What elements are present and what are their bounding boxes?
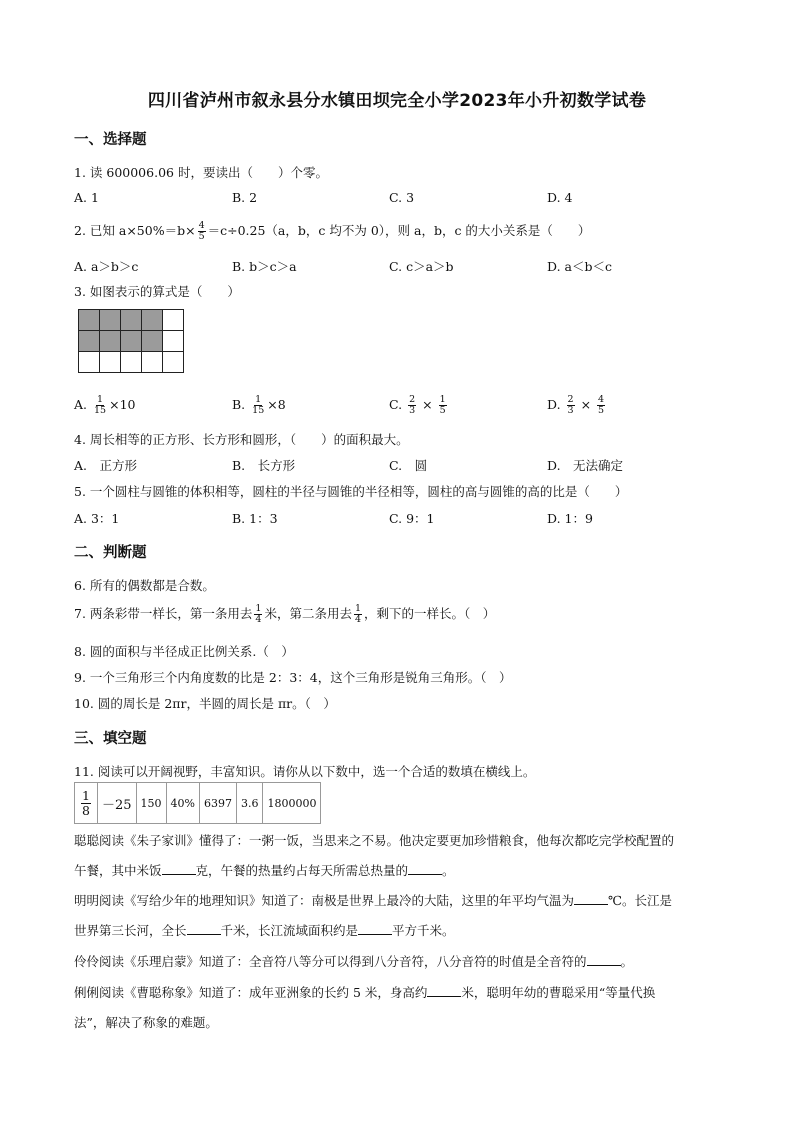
- number-cell: 1800000: [263, 783, 321, 824]
- line-text: 千米，长江流域面积约是: [220, 923, 359, 938]
- question-2: [74, 221, 590, 242]
- question-4: 4. 周长相等的正方形、长方形和圆形，（ ）的面积最大。: [74, 432, 409, 447]
- grid-cell-shaded: [142, 310, 163, 331]
- question-5: 5. 一个圆柱与圆锥的体积相等，圆柱的半径与圆锥的半径相等，圆柱的高与圆锥的高的比是（ ）: [74, 484, 628, 499]
- option-text: ×10: [109, 396, 136, 412]
- grid-cell-shaded: [121, 310, 142, 331]
- grid-cell-shaded: [142, 331, 163, 352]
- times-operator: ×: [580, 396, 592, 412]
- question-7: [74, 604, 495, 625]
- q3-d-fraction-1: [567, 395, 575, 416]
- q3-option-d: [547, 395, 607, 416]
- q3-option-c: [389, 395, 449, 416]
- grid-cell: [163, 310, 184, 331]
- times-operator: ×: [422, 396, 433, 412]
- fraction-denominator: 8: [82, 802, 90, 818]
- grid-cell: [121, 352, 142, 373]
- q3-option-a: [74, 395, 135, 416]
- grid-cell-shaded: [121, 331, 142, 352]
- paragraph-line: [74, 856, 724, 886]
- q4-option-a: A. 正方形: [74, 458, 138, 473]
- q3-c-fraction-1: [408, 395, 416, 416]
- paragraph-line: [74, 947, 724, 977]
- fraction-denominator: 3: [409, 404, 416, 416]
- question-10: 10. 圆的周长是 2πr，半圆的周长是 πr。（ ）: [74, 696, 336, 711]
- paragraph-line: [74, 886, 724, 916]
- fraction-numerator: 1: [354, 603, 362, 615]
- fraction-numerator: 1: [255, 603, 262, 615]
- line-text: ℃。长江是: [608, 893, 672, 908]
- answer-blank[interactable]: [408, 862, 442, 875]
- fraction-numerator: 4: [198, 220, 205, 232]
- line-text: 俐俐阅读《曹聪称象》知道了：成年亚洲象的长约 5 米，身高约: [74, 985, 428, 1000]
- q1-option-c: C. 3: [389, 190, 415, 205]
- fraction-grid-figure: [78, 309, 184, 373]
- option-letter: D.: [547, 396, 561, 412]
- question-9: 9. 一个三角形三个内角度数的比是 2：3：4，这个三角形是锐角三角形。（ ）: [74, 670, 512, 685]
- fraction-denominator: 5: [439, 404, 446, 416]
- q4-option-c: C. 圆: [389, 458, 428, 473]
- fraction-numerator: 1: [439, 394, 446, 405]
- q2-text-post: ＝c÷0.25（a，b，c 均不为 0），则 a，b，c 的大小关系是（ ）: [207, 223, 591, 238]
- q2-option-b: B. b＞c＞a: [232, 259, 297, 274]
- section-heading-judgement: 二、判断题: [74, 545, 147, 561]
- grid-cell: [100, 352, 121, 373]
- answer-blank[interactable]: [427, 984, 461, 997]
- option-text: ×8: [267, 396, 286, 412]
- option-letter: A.: [74, 396, 88, 412]
- line-text: 世界第三长河，全长: [74, 923, 187, 938]
- answer-blank[interactable]: [587, 953, 621, 966]
- fraction-denominator: 15: [94, 404, 107, 416]
- answer-blank[interactable]: [162, 862, 196, 875]
- line-text: 米，聪明年幼的曹聪采用“等量代换: [461, 985, 656, 1000]
- q7-text-pre: 7. 两条彩带一样长，第一条用去: [74, 606, 253, 621]
- q5-option-a: A. 3：1: [74, 511, 120, 526]
- q3-c-fraction-2: [439, 395, 447, 416]
- q3-option-b: [232, 395, 286, 416]
- fraction-numerator: 1: [82, 788, 90, 804]
- question-8: 8. 圆的面积与半径成正比例关系.（ ）: [74, 644, 294, 659]
- number-choice-table: [74, 782, 321, 824]
- number-cell: 40%: [166, 783, 199, 824]
- option-letter: B.: [232, 396, 246, 412]
- line-text: 平方千米。: [392, 923, 455, 938]
- exam-title: 四川省泸州市叙永县分水镇田坝完全小学2023年小升初数学试卷: [147, 91, 647, 111]
- question-3: 3. 如图表示的算式是（ ）: [74, 284, 240, 299]
- q2-option-a: A. a＞b＞c: [74, 259, 139, 274]
- q1-option-b: B. 2: [232, 190, 258, 205]
- line-text: 伶伶阅读《乐理启蒙》知道了：全音符八等分可以得到八分音符，八分音符的时值是全音符的: [74, 954, 587, 969]
- line-text: 。: [442, 863, 455, 878]
- fraction-denominator: 15: [252, 404, 265, 416]
- line-text: 。: [620, 954, 634, 969]
- fraction-numerator: 1: [97, 394, 104, 405]
- grid-cell-shaded: [100, 310, 121, 331]
- paragraph-line: [74, 916, 724, 946]
- paragraph-line: 法”，解决了称象的难题。: [74, 1015, 218, 1030]
- question-6: 6. 所有的偶数都是合数。: [74, 578, 215, 593]
- paragraph-line: 聪聪阅读《朱子家训》懂得了：一粥一饭，当思来之不易。他决定要更加珍惜粮食，他每次都吃完学校配置的: [74, 833, 675, 848]
- q5-option-b: B. 1：3: [232, 511, 278, 526]
- q7-text-mid: 米，第二条用去: [264, 606, 352, 621]
- number-cell: 150: [136, 783, 166, 824]
- q5-option-c: C. 9：1: [389, 511, 435, 526]
- q7-fraction-1: [254, 604, 262, 625]
- answer-blank[interactable]: [358, 922, 392, 935]
- answer-blank[interactable]: [187, 922, 221, 935]
- q3-d-fraction-2: [597, 395, 605, 416]
- reading-paragraph-2: [74, 886, 724, 946]
- fraction-numerator: 1: [255, 394, 262, 405]
- grid-cell-shaded: [79, 331, 100, 352]
- reading-paragraph-4: [74, 978, 724, 1038]
- fraction-denominator: 5: [198, 231, 205, 242]
- paragraph-line: [74, 978, 724, 1008]
- fraction-denominator: 3: [567, 404, 574, 416]
- grid-cell-shaded: [79, 310, 100, 331]
- q7-fraction-2: [354, 604, 362, 625]
- line-text: 明明阅读《写给少年的地理知识》知道了：南极是世界上最冷的大陆，这里的年平均气温为: [74, 893, 575, 908]
- q7-text-post: ，剩下的一样长。（ ）: [364, 606, 496, 621]
- fraction-denominator: 5: [598, 404, 605, 416]
- number-cell: 3.6: [236, 783, 263, 824]
- cell-fraction: [81, 789, 91, 816]
- question-1: 1. 读 600006.06 时，要读出（ ）个零。: [74, 165, 328, 180]
- q4-option-b: B. 长方形: [232, 458, 296, 473]
- grid-cell: [163, 331, 184, 352]
- fraction-denominator: 4: [354, 614, 362, 625]
- q3-b-fraction: [251, 395, 265, 416]
- grid-cell: [79, 352, 100, 373]
- q3-a-fraction: [93, 395, 107, 416]
- q1-option-a: A. 1: [74, 190, 99, 205]
- q2-option-c: C. c＞a＞b: [389, 259, 454, 274]
- fraction-numerator: 4: [598, 394, 605, 405]
- number-cell: 6397: [199, 783, 236, 824]
- section-heading-choice: 一、选择题: [74, 132, 147, 148]
- reading-paragraph-3: [74, 947, 724, 977]
- fraction-numerator: 2: [409, 394, 416, 405]
- fraction-denominator: 4: [255, 614, 262, 625]
- fraction-numerator: 2: [567, 394, 574, 405]
- q2-fraction: [198, 221, 206, 242]
- number-cell: －25: [97, 783, 136, 824]
- grid-cell: [163, 352, 184, 373]
- q1-option-d: D. 4: [547, 190, 573, 205]
- option-letter: C.: [389, 396, 403, 412]
- question-11: 11. 阅读可以开阔视野，丰富知识。请你从以下数中，选一个合适的数填在横线上。: [74, 764, 536, 779]
- grid-cell-shaded: [100, 331, 121, 352]
- grid-cell: [142, 352, 163, 373]
- q4-option-d: D. 无法确定: [547, 458, 624, 473]
- section-heading-fill-in: 三、填空题: [74, 731, 147, 747]
- reading-paragraph-1: [74, 826, 724, 886]
- line-text: 午餐，其中米饭: [74, 863, 162, 878]
- q2-option-d: D. a＜b＜c: [547, 259, 612, 274]
- answer-blank[interactable]: [574, 892, 608, 905]
- q2-text-pre: 2. 已知 a×50%＝b×: [74, 223, 196, 238]
- q5-option-d: D. 1：9: [547, 511, 593, 526]
- number-cell-fraction: [75, 783, 98, 824]
- line-text: 克，午餐的热量约占每天所需总热量的: [195, 863, 409, 878]
